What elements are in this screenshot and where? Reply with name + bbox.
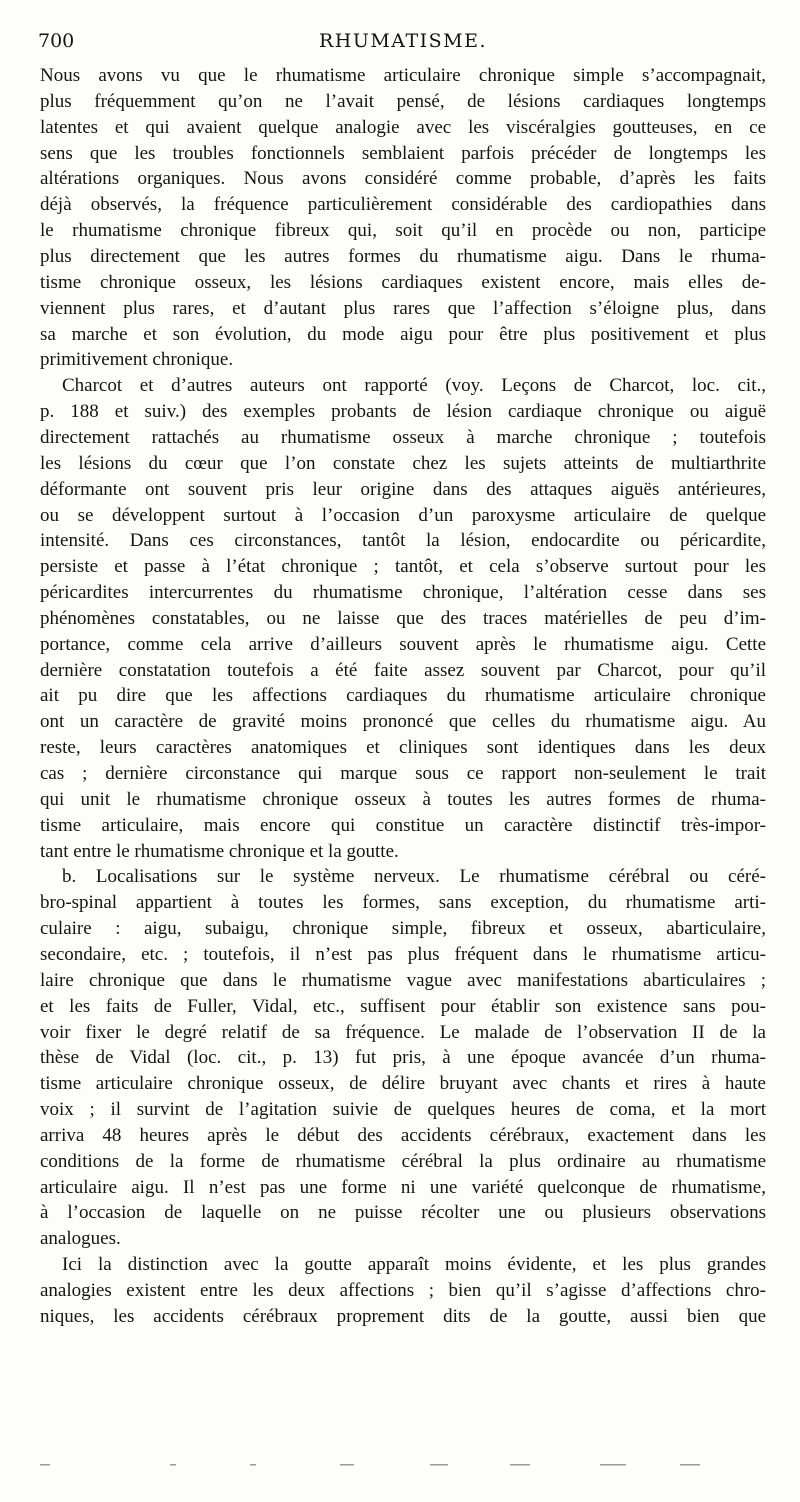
text-line: b. Localisations sur le système nerveux. Le rhumatisme cérébral ou céré- (62, 866, 766, 888)
text-line: conditions de la forme de rhumatisme cérébral la plus ordinaire au rhumatisme (40, 1150, 766, 1172)
text-line: persiste et passe à l’état chronique ; tantôt, et cela s’observe surtout pour les (40, 556, 766, 578)
text-line: tisme chronique osseux, les lésions cardiaques existent encore, mais elles de- (40, 271, 766, 293)
text-line: Nous avons vu que le rhumatisme articulaire chronique simple s’accompagnait, (40, 65, 766, 86)
text-line: arriva 48 heures après le début des accidents cérébraux, exactement dans les (40, 1124, 766, 1146)
text-line: reste, leurs caractères anatomiques et cliniques sont identiques dans les deux (40, 737, 766, 759)
text-line: secondaire, etc. ; toutefois, il n’est pas plus fréquent dans le rhumatisme articu- (40, 943, 766, 965)
text-line: bro-spinal appartient à toutes les formes, sans exception, du rhumatisme arti- (40, 892, 766, 914)
text-line: viennent plus rares, et d’autant plus rares que l’affection s’éloigne plus, dans (40, 297, 766, 319)
text-line: latentes et qui avaient quelque analogie avec les viscéralgies goutteuses, en ce (40, 116, 766, 138)
text-line: analogies existent entre les deux affections ; bien qu’il s’agisse d’affections chro- (40, 1280, 766, 1301)
text-line: phénomènes constatables, ou ne laisse que des traces matérielles de peu d’im- (40, 607, 766, 629)
text-line: le rhumatisme chronique fibreux qui, soit qu’il en procède ou non, participe (40, 220, 766, 242)
text-line: déjà observés, la fréquence particulièrement considérable des cardiopathies dans (40, 194, 766, 216)
text-line: à l’occasion de laquelle on ne puisse récolter une ou plusieurs observations (40, 1202, 766, 1224)
text-line: voix ; il survint de l’agitation suivie de quelques heures de coma, et la mort (40, 1099, 766, 1120)
text-line: laire chronique que dans le rhumatisme vague avec manifestations abarticulaires ; (40, 969, 766, 991)
page-number: 700 (38, 30, 75, 52)
text-line: altérations organiques. Nous avons considéré comme probable, d’après les faits (40, 168, 766, 190)
text-line: analogues. (40, 1228, 121, 1250)
text-line: voir fixer le degré relatif de sa fréquence. Le malade de l’observation II de la (40, 1021, 766, 1043)
text-line: intensité. Dans ces circonstances, tantôt la lésion, endocardite ou péricardite, (40, 530, 766, 552)
running-head: RHUMATISME. (318, 30, 488, 52)
text-line: tisme articulaire, mais encore qui constitue un caractère distinctif très-impor- (40, 814, 766, 836)
text-line: ou se développent surtout à l’occasion d’un paroxysme articulaire de quelque (40, 504, 766, 526)
text-line: et les faits de Fuller, Vidal, etc., suffisent pour établir son existence sans pou- (40, 995, 766, 1017)
text-line: culaire : aigu, subaigu, chronique simple, fibreux et osseux, abarticulaire, (40, 918, 766, 940)
text-line: sens que les troubles fonctionnels semblaient parfois précéder de longtemps les (40, 142, 766, 164)
text-line: primitivement chronique. (40, 349, 234, 371)
text-line: dernière constatation toutefois a été faite assez souvent par Charcot, pour qu’il (40, 659, 766, 681)
scan-noise-marks (40, 1462, 766, 1468)
text-line: déformante ont souvent pris leur origine dans des attaques aiguës antérieures, (40, 478, 766, 500)
text-line: tant entre le rhumatisme chronique et la goutte. (40, 840, 399, 862)
text-line: niques, les accidents cérébraux proprement dits de la goutte, aussi bien que (40, 1305, 766, 1327)
text-line: plus directement que les autres formes du rhumatisme aigu. Dans le rhuma- (40, 246, 766, 267)
text-line: tisme articulaire chronique osseux, de délire bruyant avec chants et rires à haute (40, 1073, 766, 1095)
text-line: les lésions du cœur que l’on constate chez les sujets atteints de multiarthrite (40, 452, 766, 474)
text-line: qui unit le rhumatisme chronique osseux à toutes les autres formes de rhuma- (40, 788, 766, 810)
text-line: Ici la distinction avec la goutte apparaît moins évidente, et les plus grandes (62, 1254, 766, 1276)
text-line: directement rattachés au rhumatisme osseux à marche chronique ; toutefois (40, 426, 766, 448)
text-line: ait pu dire que les affections cardiaques du rhumatisme articulaire chronique (40, 685, 766, 707)
page-header (38, 30, 768, 58)
text-line: Charcot et d’autres auteurs ont rapporté (voy. Leçons de Charcot, loc. cit., (62, 375, 766, 397)
text-line: cas ; dernière circonstance qui marque sous ce rapport non-seulement le trait (40, 763, 766, 784)
text-line: articulaire aigu. Il n’est pas une forme ni une variété quelconque de rhumatisme, (40, 1176, 766, 1198)
text-line: plus fréquemment qu’on ne l’avait pensé, de lésions cardiaques longtemps (40, 90, 766, 112)
text-line: thèse de Vidal (loc. cit., p. 13) fut pris, à une époque avancée d’un rhuma- (40, 1047, 766, 1069)
text-line: p. 188 et suiv.) des exemples probants de lésion cardiaque chronique ou aiguë (40, 401, 766, 423)
text-line: portance, comme cela arrive d’ailleurs souvent après le rhumatisme aigu. Cette (40, 633, 766, 655)
text-line: sa marche et son évolution, du mode aigu pour être plus positivement et plus (40, 323, 766, 345)
text-line: péricardites intercurrentes du rhumatisme chronique, l’altération cesse dans ses (40, 582, 766, 603)
text-line: ont un caractère de gravité moins prononcé que celles du rhumatisme aigu. Au (40, 711, 766, 733)
